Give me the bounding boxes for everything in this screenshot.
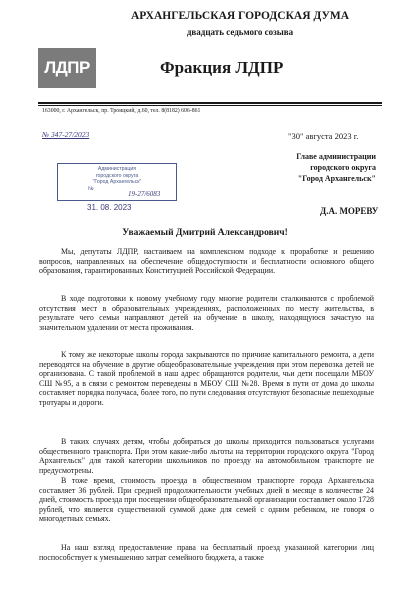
body-paragraph: Мы, депутаты ЛДПР, настаиваем на комплексном подходе к проработке и решению вопросов, направленных на обеспечение общедоступности и бесплатности основного общего образования, гарантированных Конституцией Российской Федерации.: [39, 247, 374, 276]
convocation: двадцать седьмого созыва: [186, 27, 294, 37]
ldpr-logo: ЛДПР: [38, 48, 96, 88]
salutation: Уважаемый Дмитрий Александрович!: [122, 228, 288, 238]
recipient-line: "Город Архангельск": [297, 174, 376, 183]
addressee: Д.А. МОРЕВУ: [320, 206, 379, 216]
duma-title: АРХАНГЕЛЬСКАЯ ГОРОДСКАЯ ДУМА: [130, 10, 350, 22]
stamp-date: 31. 08. 2023: [87, 203, 132, 212]
body-paragraph: В ходе подготовки к новому учебному году многие родители сталкиваются с проблемой отсутствия мест в образовательных учреждениях, расположенных по месту жительства, в результате чего семьи направляют детей на обучение в школу, находящуюся зачастую на значительном удалении от места проживания.: [39, 294, 374, 332]
outgoing-number: № 347-27/2023: [42, 130, 90, 139]
body-paragraph: В таких случаях детям, чтобы добираться до школы приходится пользоваться услугами общественного транспорта. При этом какие-либо льготы на территории городского округа "Город Архангельск" для такой категории школьников по проезду на автомобильном транспорте не предусмотрены.: [39, 437, 374, 475]
header-rule-thin: [38, 105, 382, 106]
recipient-line: Главе администрации: [296, 152, 376, 161]
body-paragraph: К тому же некоторые школы города закрываются по причине капитального ремонта, а дети переводятся на обучение в другие общеобразовательные учреждения при этом перевозка детей не организована. С такой проблемой в наш адрес обращаются родители, чьи дети посещали МБОУ СШ №95, а в связи с ремонтом переведены в МБОУ СШ №28. Время в пути от дома до школы составляет порядка получаса, более того, по пути следования отсутствуют безопасные пешеходные тротуары и дороги.: [39, 350, 374, 407]
registration-stamp: Администрация городского округа "Город Архангельск" №: [57, 163, 177, 201]
recipient-block: [232, 151, 376, 184]
stamp-number: 19-27/6083: [128, 190, 161, 198]
body-paragraph: На наш взгляд предоставление права на бесплатный проезд указанной категории лиц поспособствует к уменьшению затрат семейного бюджета, а также: [39, 543, 374, 562]
recipient-line: городского округа: [310, 163, 376, 172]
address-line: 163000, г. Архангельск, пр. Троицкий, д.60, тел. 8(8182) 606-861: [42, 108, 201, 114]
body-paragraph: В тоже время, стоимость проезда в общественном транспорте города Архангельска составляет 36 рублей. При средней продолжительности учебных дней в месяце в количестве 24 дней, стоимость проезда при посещении общеобразовательной организации составляет около 1728 рублей, что является существенной суммой даже для семей с одним ребенком, не говоря о многодетных семьях.: [39, 476, 374, 524]
header-rule: [38, 102, 382, 104]
letter-date: "30" августа 2023 г.: [288, 131, 359, 141]
faction-title: Фракция ЛДПР: [160, 58, 284, 77]
